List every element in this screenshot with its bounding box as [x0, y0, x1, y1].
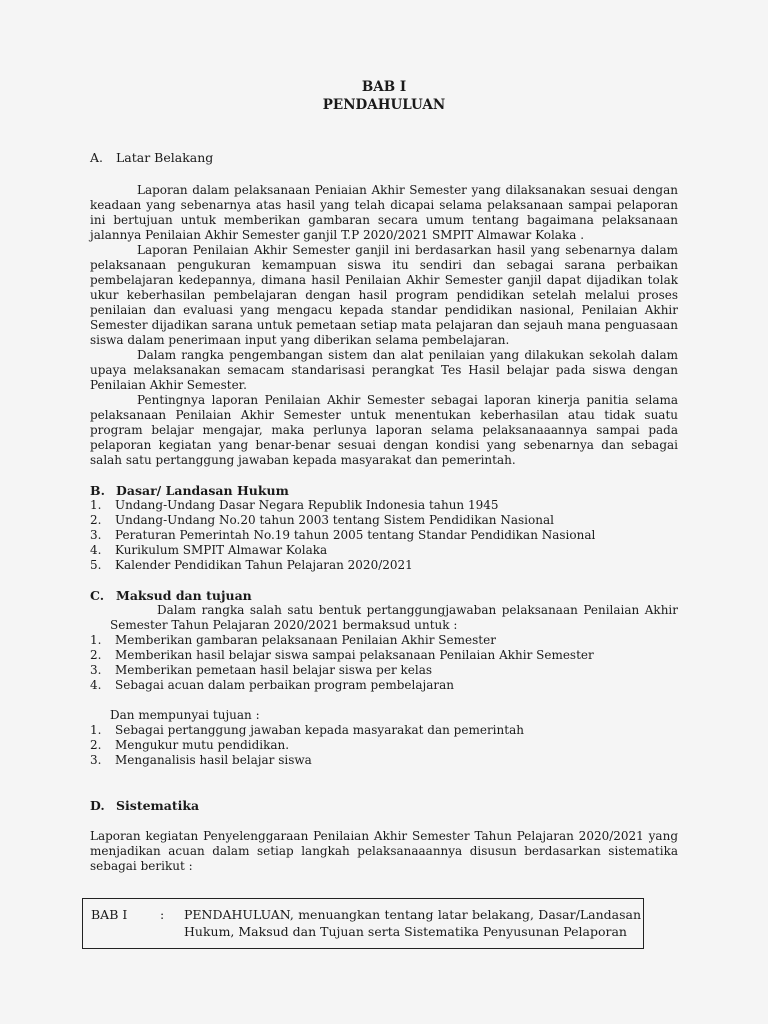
- chapter-title: [90, 78, 678, 114]
- list-item: 1. Sebagai pertanggung jawaban kepada masyarakat dan pemerintah: [90, 723, 524, 737]
- table-colon: :: [160, 907, 165, 922]
- list-item: 4. Kurikulum SMPIT Almawar Kolaka: [90, 543, 328, 557]
- list-item: 2. Mengukur mutu pendidikan.: [90, 738, 290, 752]
- section-a-paragraph: Laporan Penilaian Akhir Semester ganjil ini berdasarkan hasil yang sebenarnya dalam pelaksanaan pengukuran kemampuan siswa itu sendiri dan sebagai sarana perbaikan pembelajaran kedepannya, dimana hasil Penilaian Akhir Semester ganjil dapat dijadikan tolak ukur keberhasilan pembelajaran dengan hasil program pendidikan setelah melalui proses penilaian dan evaluasi yang mengacu kepada standar pendidikan nasional, Penilaian Akhir Semester dijadikan sarana untuk pemetaan setiap mata pelajaran dan sejauh mana penguasaan siswa dalam penerimaan input yang diberikan selama pembelajaran.: [90, 243, 678, 347]
- list-item: 1. Undang-Undang Dasar Negara Republik Indonesia tahun 1945: [90, 498, 499, 512]
- purpose-list: [90, 633, 678, 693]
- section-b-heading: B. Dasar/ Landasan Hukum: [90, 483, 289, 498]
- list-item: 3. Memberikan pemetaan hasil belajar siswa per kelas: [90, 663, 433, 677]
- list-item: 4. Sebagai acuan dalam perbaikan program pembelajaran: [90, 678, 454, 692]
- section-a-paragraph: Laporan dalam pelaksanaan Peniaian Akhir Semester yang dilaksanakan sesuai dengan keadaan yang sebenarnya atas hasil yang telah dicapai selama pelaksanaan sampai pelaporan ini bertujuan untuk memberikan gambaran secara umum tentang bagaimana pelaksanaan jalannya Penilaian Akhir Semester ganjil T.P 2020/2021 SMPIT Almawar Kolaka .: [90, 183, 678, 242]
- section-a-heading: A. Latar Belakang: [90, 150, 214, 165]
- goals-intro: Dan mempunyai tujuan :: [110, 708, 260, 722]
- section-a-body: [90, 183, 678, 468]
- table-description: PENDAHULUAN, menuangkan tentang latar belakang, Dasar/Landasan Hukum, Maksud dan Tujuan serta Sistematika Penyusunan Pelaporan: [184, 907, 641, 939]
- systematics-table: [82, 898, 644, 949]
- list-item: 2. Memberikan hasil belajar siswa sampai pelaksanaan Penilaian Akhir Semester: [90, 648, 594, 662]
- list-item: 1. Memberikan gambaran pelaksanaan Penilaian Akhir Semester: [90, 633, 496, 647]
- section-a-paragraph: Pentingnya laporan Penilaian Akhir Semester sebagai laporan kinerja panitia selama pelaksanaan Penilaian Akhir Semester untuk menentukan keberhasilan atau tidak suatu program belajar mengajar, maka perlunya laporan selama pelaksanaaannya sampai pada pelaporan kegiatan yang benar-benar sesuai dengan kondisi yang sebenarnya dan sebagai salah satu pertanggung jawaban kepada masyarakat dan pemerintah.: [90, 393, 678, 467]
- document-content: [90, 78, 678, 874]
- section-d-paragraph: Laporan kegiatan Penyelenggaraan Penilaian Akhir Semester Tahun Pelajaran 2020/2021 yang menjadikan acuan dalam setiap langkah pelaksanaaannya disusun berdasarkan sistematika sebagai berikut :: [90, 829, 678, 873]
- section-c-intro: Dalam rangka salah satu bentuk pertanggungjawaban pelaksanaan Penilaian Akhir Semester Tahun Pelajaran 2020/2021 bermaksud untuk :: [110, 603, 678, 632]
- list-item: 5. Kalender Pendidikan Tahun Pelajaran 2020/2021: [90, 558, 413, 572]
- list-item: 3. Peraturan Pemerintah No.19 tahun 2005 tentang Standar Pendidikan Nasional: [90, 528, 596, 542]
- chapter-name: PENDAHULUAN: [322, 97, 446, 113]
- list-item: 3. Menganalisis hasil belajar siswa: [90, 753, 312, 767]
- legal-basis-list: [90, 498, 678, 573]
- table-label: BAB I: [91, 907, 128, 922]
- section-d-heading: D. Sistematika: [90, 798, 200, 813]
- chapter-number: BAB I: [361, 79, 407, 95]
- section-a-paragraph: Dalam rangka pengembangan sistem dan alat penilaian yang dilakukan sekolah dalam upaya melaksanakan semacam standarisasi perangkat Tes Hasil belajar pada siswa dengan Penilaian Akhir Semester.: [90, 348, 678, 392]
- goals-list: [90, 723, 678, 768]
- section-c-heading: C. Maksud dan tujuan: [90, 588, 252, 603]
- list-item: 2. Undang-Undang No.20 tahun 2003 tentang Sistem Pendidikan Nasional: [90, 513, 554, 527]
- section-c-body: [90, 603, 678, 768]
